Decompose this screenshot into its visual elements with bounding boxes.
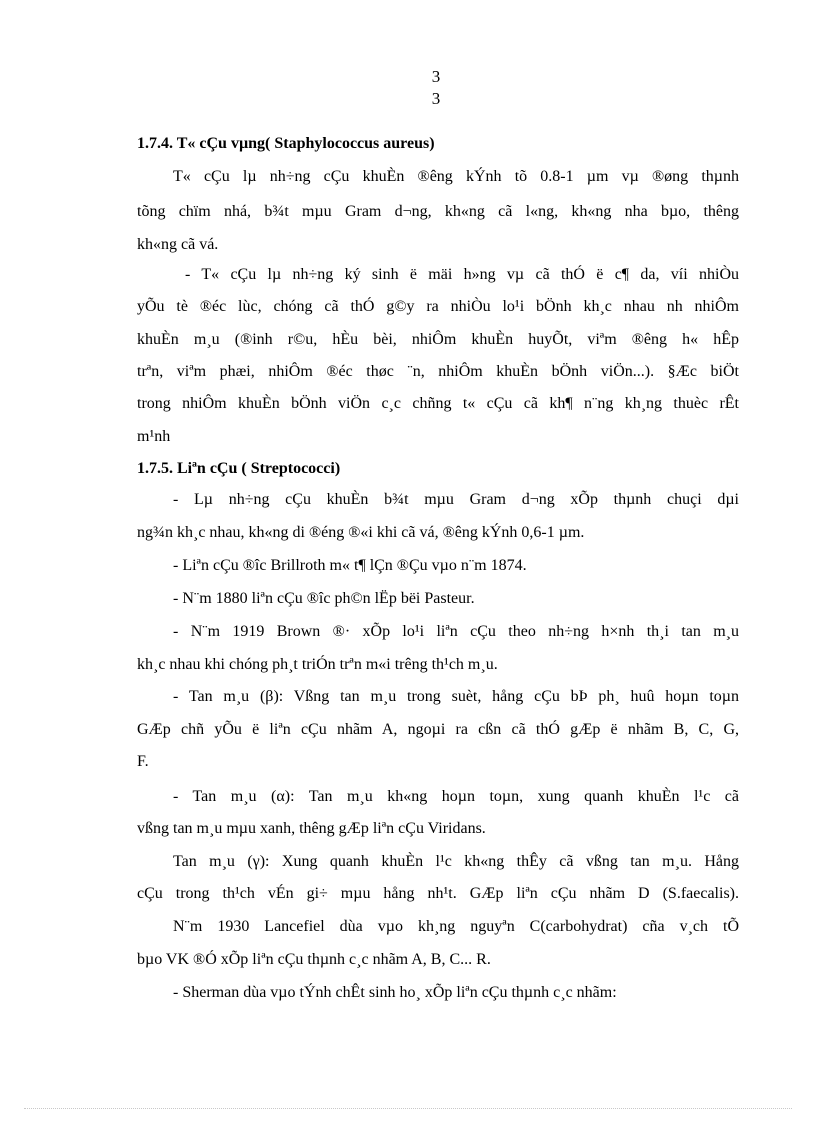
- paragraph-line: - N¨m 1880 liªn cÇu ®îc ph©n lËp bëi Pasteur.: [173, 590, 475, 607]
- page-bottom-divider: [24, 1108, 792, 1109]
- paragraph-line: bµo VK ®Ó xÕp liªn cÇu thµnh c¸c nhãm A, B, C... R.: [137, 951, 491, 968]
- paragraph-line: T« cÇu lµ nh÷ng cÇu khuÈn ®êng kÝnh tõ 0.8-1 µm vµ ®øng thµnh: [173, 168, 739, 185]
- paragraph-line: yÕu tè ®éc lùc, chóng cã thÓ g©y ra nhiÒu lo¹i bÖnh kh¸c nhau nh nhiÔm: [137, 298, 739, 315]
- paragraph-line: N¨m 1930 Lancefiel dùa vµo kh¸ng nguyªn C(carbohydrat) cña v¸ch tÕ: [173, 918, 739, 935]
- paragraph-line: vßng tan m¸u mµu xanh, thêng gÆp liªn cÇu Viridans.: [137, 820, 486, 837]
- paragraph-line: - Liªn cÇu ®îc Brillroth m« t¶ lÇn ®Çu vµo n¨m 1874.: [173, 557, 527, 574]
- paragraph-line: - N¨m 1919 Brown ®· xÕp lo¹i liªn cÇu theo nh÷ng h×nh th¸i tan m¸u: [173, 623, 739, 640]
- page-number: 3: [431, 67, 441, 86]
- paragraph-line: khuÈn m¸u (®inh r©u, hÈu bèi, nhiÔm khuÈn huyÕt, viªm ®êng h« hÊp: [137, 331, 739, 348]
- paragraph-line: kh¸c nhau khi chóng ph¸t triÓn trªn m«i trêng th¹ch m¸u.: [137, 656, 498, 673]
- paragraph-line: F.: [137, 753, 149, 770]
- paragraph-line: Tan m¸u (γ): Xung quanh khuÈn l¹c kh«ng thÊy cã vßng tan m¸u. Hång: [173, 853, 739, 870]
- paragraph-line: - Tan m¸u (β): Vßng tan m¸u trong suèt, hång cÇu bÞ ph¸ huû hoµn toµn: [173, 688, 739, 705]
- section-heading: 1.7.4. T« cÇu vµng( Staphylococcus aureus): [137, 135, 435, 152]
- section-heading: 1.7.5. Liªn cÇu ( Streptococci): [137, 460, 341, 477]
- paragraph-line: trªn, viªm phæi, nhiÔm ®éc thøc ¨n, nhiÔm khuÈn bÖnh viÖn...). §Æc biÖt: [137, 363, 739, 380]
- paragraph-line: kh«ng cã vá.: [137, 236, 219, 253]
- paragraph-line: GÆp chñ yÕu ë liªn cÇu nhãm A, ngoµi ra cßn cã thÓ gÆp ë nhãm B, C, G,: [137, 721, 739, 738]
- paragraph-line: - Tan m¸u (α): Tan m¸u kh«ng hoµn toµn, xung quanh khuÈn l¹c cã: [173, 788, 739, 805]
- paragraph-line: - T« cÇu lµ nh÷ng ký sinh ë mäi h»ng vµ cã thÓ ë c¶ da, víi nhiÒu: [185, 266, 739, 283]
- paragraph-line: tõng chïm nhá, b¾t mµu Gram d¬ng, kh«ng cã l«ng, kh«ng nha bµo, thêng: [137, 203, 739, 220]
- paragraph-line: m¹nh: [137, 428, 171, 445]
- page-number: 3: [431, 89, 441, 108]
- paragraph-line: - Lµ nh÷ng cÇu khuÈn b¾t mµu Gram d¬ng xÕp thµnh chuçi dµi: [173, 491, 739, 508]
- paragraph-line: cÇu trong th¹ch vÉn gi÷ mµu hång nh¹t. GÆp liªn cÇu nhãm D (S.faecalis).: [137, 885, 739, 902]
- paragraph-line: ng¾n kh¸c nhau, kh«ng di ®éng ®«i khi cã vá, ®êng kÝnh 0,6-1 µm.: [137, 524, 585, 541]
- paragraph-line: - Sherman dùa vµo tÝnh chÊt sinh ho¸ xÕp liªn cÇu thµnh c¸c nhãm:: [173, 984, 617, 1001]
- paragraph-line: trong nhiÔm khuÈn bÖnh viÖn c¸c chñng t« cÇu cã kh¶ n¨ng kh¸ng thuèc rÊt: [137, 395, 739, 412]
